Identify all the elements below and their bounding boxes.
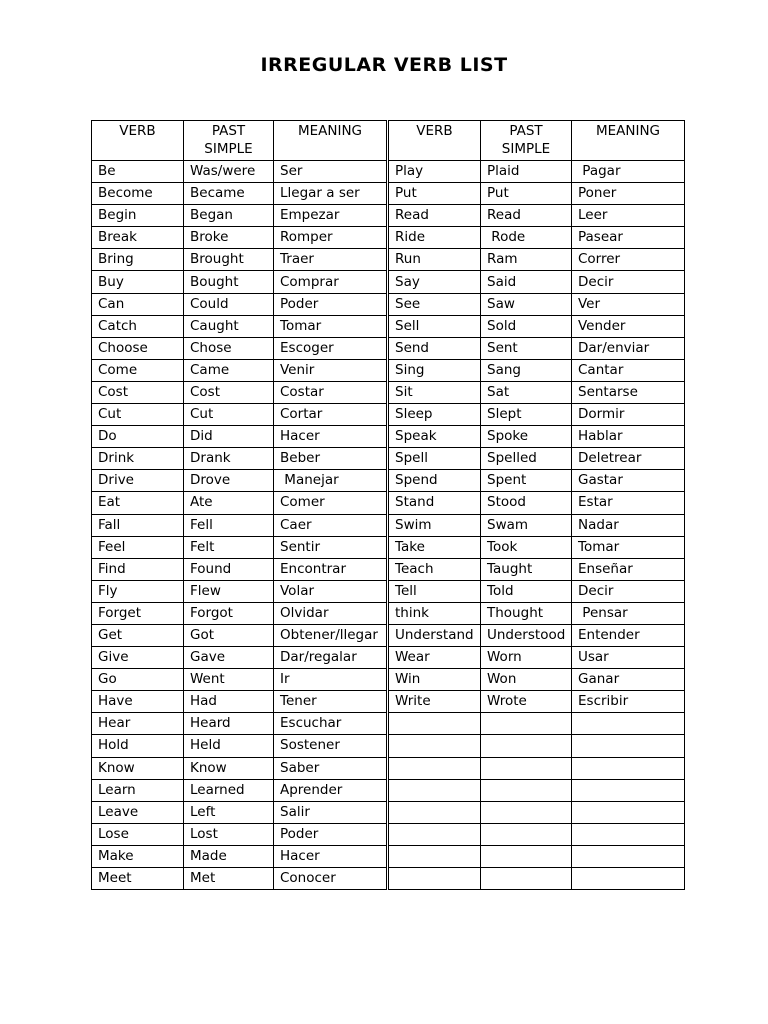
table-row — [389, 315, 685, 337]
past-simple-cell: Came — [184, 359, 274, 381]
past-simple-cell: Began — [184, 205, 274, 227]
meaning-cell: Tener — [274, 691, 387, 713]
meaning-cell: Decir — [572, 580, 685, 602]
past-simple-cell: Sang — [481, 359, 572, 381]
past-simple-cell: Spelled — [481, 448, 572, 470]
verb-cell — [389, 779, 481, 801]
verb-cell: Read — [389, 205, 481, 227]
table-row — [92, 779, 387, 801]
header-meaning: MEANING — [572, 121, 685, 161]
past-simple-cell: Spoke — [481, 426, 572, 448]
past-simple-cell: Was/were — [184, 161, 274, 183]
past-simple-cell: Broke — [184, 227, 274, 249]
meaning-cell: Enseñar — [572, 558, 685, 580]
verb-cell: Play — [389, 161, 481, 183]
verb-cell: Stand — [389, 492, 481, 514]
meaning-cell: Ver — [572, 293, 685, 315]
past-simple-cell: Held — [184, 735, 274, 757]
meaning-cell: Nadar — [572, 514, 685, 536]
table-row — [389, 514, 685, 536]
verb-cell: Go — [92, 669, 184, 691]
past-simple-cell: Rode — [481, 227, 572, 249]
header-row — [389, 121, 685, 161]
meaning-cell: Ir — [274, 669, 387, 691]
table-row — [92, 669, 387, 691]
table-row — [92, 845, 387, 867]
meaning-cell: Hacer — [274, 845, 387, 867]
meaning-cell: Tomar — [274, 315, 387, 337]
table-row — [92, 580, 387, 602]
verb-cell: Become — [92, 183, 184, 205]
past-simple-cell: Found — [184, 558, 274, 580]
table-row — [92, 470, 387, 492]
header-verb: VERB — [92, 121, 184, 161]
verb-cell: Sit — [389, 381, 481, 403]
verb-cell — [389, 845, 481, 867]
verb-cell: Put — [389, 183, 481, 205]
past-simple-cell: Cut — [184, 404, 274, 426]
meaning-cell: Venir — [274, 359, 387, 381]
meaning-cell: Manejar — [274, 470, 387, 492]
meaning-cell: Conocer — [274, 868, 387, 890]
past-simple-cell: Fell — [184, 514, 274, 536]
verb-table-right-body — [389, 161, 685, 890]
past-simple-cell: Took — [481, 536, 572, 558]
meaning-cell: Pasear — [572, 227, 685, 249]
meaning-cell: Comer — [274, 492, 387, 514]
verb-cell: Choose — [92, 337, 184, 359]
meaning-cell — [572, 757, 685, 779]
table-row — [92, 735, 387, 757]
table-row — [389, 205, 685, 227]
verb-cell: Come — [92, 359, 184, 381]
table-row — [389, 669, 685, 691]
table-row — [389, 183, 685, 205]
past-simple-cell: Drove — [184, 470, 274, 492]
meaning-cell: Decir — [572, 271, 685, 293]
verb-cell — [389, 735, 481, 757]
past-simple-cell: Flew — [184, 580, 274, 602]
past-simple-cell: Brought — [184, 249, 274, 271]
past-simple-cell — [481, 713, 572, 735]
past-simple-cell: Became — [184, 183, 274, 205]
header-past-simple: PAST SIMPLE — [481, 121, 572, 161]
meaning-cell: Leer — [572, 205, 685, 227]
verb-cell — [389, 757, 481, 779]
verb-cell: Drink — [92, 448, 184, 470]
table-row — [92, 293, 387, 315]
past-simple-cell: Went — [184, 669, 274, 691]
past-simple-cell: Heard — [184, 713, 274, 735]
verb-cell: Buy — [92, 271, 184, 293]
past-simple-cell: Drank — [184, 448, 274, 470]
table-row — [92, 801, 387, 823]
header-row — [92, 121, 387, 161]
meaning-cell: Cantar — [572, 359, 685, 381]
verb-cell: Have — [92, 691, 184, 713]
table-row — [92, 536, 387, 558]
meaning-cell: Ganar — [572, 669, 685, 691]
verb-cell: Wear — [389, 647, 481, 669]
meaning-cell: Empezar — [274, 205, 387, 227]
verb-cell: Begin — [92, 205, 184, 227]
table-row — [389, 845, 685, 867]
past-simple-cell: Won — [481, 669, 572, 691]
meaning-cell: Hacer — [274, 426, 387, 448]
past-simple-cell: Chose — [184, 337, 274, 359]
meaning-cell: Escribir — [572, 691, 685, 713]
verb-cell: Get — [92, 624, 184, 646]
meaning-cell: Salir — [274, 801, 387, 823]
verb-cell: Write — [389, 691, 481, 713]
verb-cell: Feel — [92, 536, 184, 558]
table-row — [92, 514, 387, 536]
verb-cell: Cut — [92, 404, 184, 426]
meaning-cell: Usar — [572, 647, 685, 669]
table-row — [389, 448, 685, 470]
past-simple-cell: Gave — [184, 647, 274, 669]
past-simple-cell: Spent — [481, 470, 572, 492]
past-simple-cell: Slept — [481, 404, 572, 426]
meaning-cell: Saber — [274, 757, 387, 779]
verb-cell: Win — [389, 669, 481, 691]
verb-cell — [389, 713, 481, 735]
table-row — [92, 624, 387, 646]
verb-cell: Cost — [92, 381, 184, 403]
past-simple-cell: Cost — [184, 381, 274, 403]
verb-cell: Run — [389, 249, 481, 271]
past-simple-cell — [481, 845, 572, 867]
verb-cell: Sell — [389, 315, 481, 337]
past-simple-cell — [481, 735, 572, 757]
meaning-cell — [572, 779, 685, 801]
table-row — [389, 558, 685, 580]
table-row — [92, 823, 387, 845]
past-simple-cell: Sold — [481, 315, 572, 337]
meaning-cell: Pagar — [572, 161, 685, 183]
meaning-cell: Dormir — [572, 404, 685, 426]
past-simple-cell: Thought — [481, 602, 572, 624]
table-row — [389, 492, 685, 514]
meaning-cell: Dar/enviar — [572, 337, 685, 359]
table-row — [389, 337, 685, 359]
verb-cell: Teach — [389, 558, 481, 580]
meaning-cell — [572, 868, 685, 890]
past-simple-cell: Forgot — [184, 602, 274, 624]
verb-cell: Make — [92, 845, 184, 867]
meaning-cell: Aprender — [274, 779, 387, 801]
meaning-cell: Poder — [274, 293, 387, 315]
header-meaning: MEANING — [274, 121, 387, 161]
table-row — [92, 205, 387, 227]
verb-cell — [389, 823, 481, 845]
past-simple-cell: Saw — [481, 293, 572, 315]
page-title: IRREGULAR VERB LIST — [260, 54, 508, 76]
past-simple-cell: Wrote — [481, 691, 572, 713]
past-simple-cell: Sat — [481, 381, 572, 403]
past-simple-cell: Bought — [184, 271, 274, 293]
verb-cell: See — [389, 293, 481, 315]
meaning-cell: Hablar — [572, 426, 685, 448]
past-simple-cell — [481, 868, 572, 890]
meaning-cell: Encontrar — [274, 558, 387, 580]
table-row — [389, 271, 685, 293]
verb-cell: Catch — [92, 315, 184, 337]
past-simple-cell — [481, 757, 572, 779]
table-row — [389, 713, 685, 735]
table-row — [92, 602, 387, 624]
table-row — [92, 492, 387, 514]
verb-cell: Know — [92, 757, 184, 779]
verb-cell: Tell — [389, 580, 481, 602]
verb-cell: Swim — [389, 514, 481, 536]
meaning-cell: Pensar — [572, 602, 685, 624]
meaning-cell: Sentir — [274, 536, 387, 558]
verb-cell: Hear — [92, 713, 184, 735]
verb-cell: Spell — [389, 448, 481, 470]
verb-cell: Sing — [389, 359, 481, 381]
past-simple-cell: Taught — [481, 558, 572, 580]
meaning-cell: Comprar — [274, 271, 387, 293]
table-row — [389, 359, 685, 381]
verb-cell: Bring — [92, 249, 184, 271]
verb-cell: Meet — [92, 868, 184, 890]
meaning-cell — [572, 845, 685, 867]
table-row — [92, 404, 387, 426]
meaning-cell: Deletrear — [572, 448, 685, 470]
meaning-cell: Vender — [572, 315, 685, 337]
table-row — [389, 536, 685, 558]
table-row — [389, 381, 685, 403]
table-row — [92, 183, 387, 205]
table-row — [389, 580, 685, 602]
verb-cell: Spend — [389, 470, 481, 492]
meaning-cell: Dar/regalar — [274, 647, 387, 669]
meaning-cell: Traer — [274, 249, 387, 271]
meaning-cell: Correr — [572, 249, 685, 271]
past-simple-cell — [481, 779, 572, 801]
table-row — [92, 647, 387, 669]
meaning-cell: Olvidar — [274, 602, 387, 624]
verb-cell: Understand — [389, 624, 481, 646]
meaning-cell: Obtener/llegar — [274, 624, 387, 646]
verb-cell: Eat — [92, 492, 184, 514]
verb-cell: Find — [92, 558, 184, 580]
table-row — [389, 161, 685, 183]
table-row — [389, 404, 685, 426]
table-row — [389, 779, 685, 801]
meaning-cell: Escuchar — [274, 713, 387, 735]
past-simple-cell: Told — [481, 580, 572, 602]
past-simple-cell: Felt — [184, 536, 274, 558]
meaning-cell: Sostener — [274, 735, 387, 757]
table-row — [92, 448, 387, 470]
verb-cell: Fly — [92, 580, 184, 602]
verb-cell: think — [389, 602, 481, 624]
table-row — [92, 249, 387, 271]
meaning-cell: Escoger — [274, 337, 387, 359]
meaning-cell: Beber — [274, 448, 387, 470]
verb-cell: Ride — [389, 227, 481, 249]
past-simple-cell: Worn — [481, 647, 572, 669]
verb-cell: Do — [92, 426, 184, 448]
meaning-cell: Gastar — [572, 470, 685, 492]
meaning-cell: Cortar — [274, 404, 387, 426]
table-row — [92, 315, 387, 337]
meaning-cell: Costar — [274, 381, 387, 403]
verb-cell — [389, 868, 481, 890]
meaning-cell: Estar — [572, 492, 685, 514]
past-simple-cell: Swam — [481, 514, 572, 536]
meaning-cell: Poner — [572, 183, 685, 205]
meaning-cell: Sentarse — [572, 381, 685, 403]
verb-cell: Forget — [92, 602, 184, 624]
meaning-cell: Poder — [274, 823, 387, 845]
past-simple-cell: Ram — [481, 249, 572, 271]
table-row — [389, 868, 685, 890]
table-row — [92, 227, 387, 249]
table-row — [389, 823, 685, 845]
meaning-cell: Tomar — [572, 536, 685, 558]
verb-cell: Send — [389, 337, 481, 359]
verb-cell: Sleep — [389, 404, 481, 426]
meaning-cell — [572, 713, 685, 735]
past-simple-cell: Met — [184, 868, 274, 890]
verb-cell: Can — [92, 293, 184, 315]
verb-cell: Learn — [92, 779, 184, 801]
meaning-cell: Volar — [274, 580, 387, 602]
past-simple-cell: Read — [481, 205, 572, 227]
verb-cell — [389, 801, 481, 823]
table-row — [389, 647, 685, 669]
table-row — [389, 801, 685, 823]
verb-cell: Break — [92, 227, 184, 249]
table-row — [389, 624, 685, 646]
table-row — [92, 271, 387, 293]
meaning-cell — [572, 735, 685, 757]
table-row — [92, 337, 387, 359]
past-simple-cell — [481, 801, 572, 823]
table-row — [92, 426, 387, 448]
verb-cell: Give — [92, 647, 184, 669]
past-simple-cell: Sent — [481, 337, 572, 359]
header-past-simple: PAST SIMPLE — [184, 121, 274, 161]
table-row — [389, 691, 685, 713]
table-row — [389, 757, 685, 779]
verb-table-left-body — [92, 161, 387, 890]
past-simple-cell: Understood — [481, 624, 572, 646]
table-row — [389, 602, 685, 624]
table-row — [92, 868, 387, 890]
table-row — [92, 713, 387, 735]
table-row — [389, 249, 685, 271]
meaning-cell: Llegar a ser — [274, 183, 387, 205]
meaning-cell: Caer — [274, 514, 387, 536]
header-verb: VERB — [389, 121, 481, 161]
verb-cell: Drive — [92, 470, 184, 492]
past-simple-cell: Plaid — [481, 161, 572, 183]
verb-table-right — [388, 120, 685, 890]
meaning-cell: Ser — [274, 161, 387, 183]
past-simple-cell: Said — [481, 271, 572, 293]
past-simple-cell: Made — [184, 845, 274, 867]
table-row — [92, 691, 387, 713]
table-row — [92, 161, 387, 183]
past-simple-cell: Learned — [184, 779, 274, 801]
past-simple-cell: Lost — [184, 823, 274, 845]
past-simple-cell: Know — [184, 757, 274, 779]
meaning-cell — [572, 801, 685, 823]
past-simple-cell: Had — [184, 691, 274, 713]
meaning-cell — [572, 823, 685, 845]
verb-table-left — [91, 120, 387, 890]
table-row — [389, 227, 685, 249]
verb-cell: Speak — [389, 426, 481, 448]
table-row — [389, 293, 685, 315]
past-simple-cell: Put — [481, 183, 572, 205]
past-simple-cell: Could — [184, 293, 274, 315]
past-simple-cell: Stood — [481, 492, 572, 514]
table-row — [389, 735, 685, 757]
verb-cell: Say — [389, 271, 481, 293]
meaning-cell: Romper — [274, 227, 387, 249]
past-simple-cell — [481, 823, 572, 845]
verb-cell: Leave — [92, 801, 184, 823]
verb-cell: Be — [92, 161, 184, 183]
table-row — [389, 470, 685, 492]
meaning-cell: Entender — [572, 624, 685, 646]
table-row — [92, 381, 387, 403]
past-simple-cell: Left — [184, 801, 274, 823]
past-simple-cell: Did — [184, 426, 274, 448]
past-simple-cell: Ate — [184, 492, 274, 514]
verb-cell: Take — [389, 536, 481, 558]
table-row — [389, 426, 685, 448]
table-row — [92, 558, 387, 580]
past-simple-cell: Got — [184, 624, 274, 646]
table-row — [92, 757, 387, 779]
verb-cell: Fall — [92, 514, 184, 536]
past-simple-cell: Caught — [184, 315, 274, 337]
table-row — [92, 359, 387, 381]
verb-cell: Lose — [92, 823, 184, 845]
verb-cell: Hold — [92, 735, 184, 757]
